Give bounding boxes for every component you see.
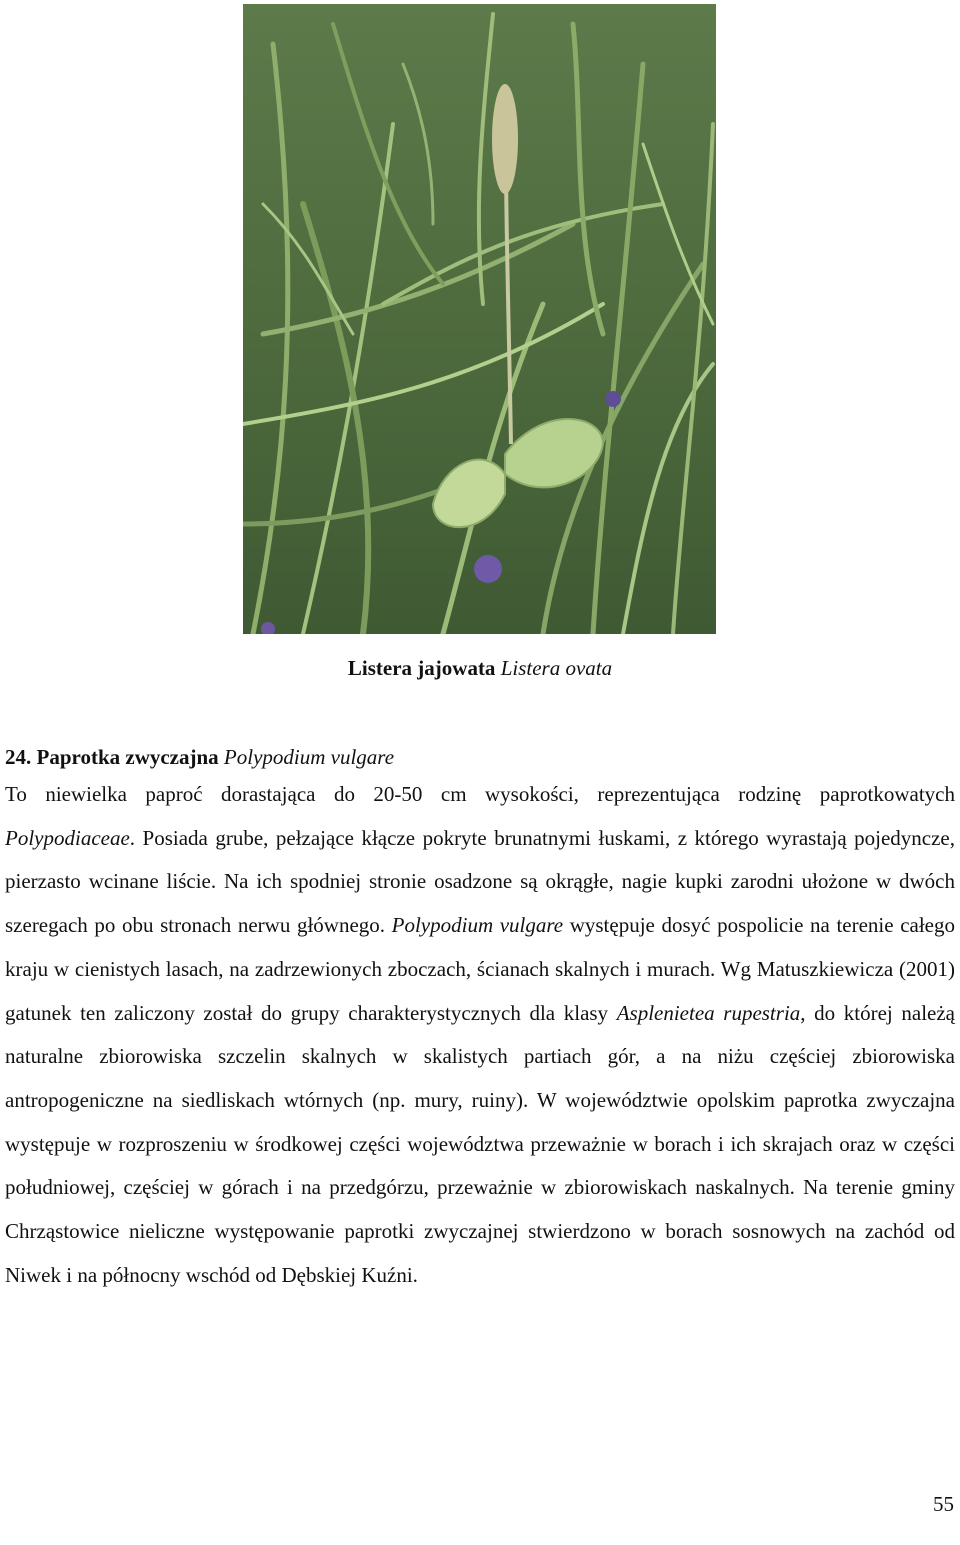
text-run-italic-3: Asplenietea rupestria bbox=[616, 1000, 801, 1025]
figure-caption bbox=[0, 656, 960, 681]
section-heading bbox=[5, 741, 955, 773]
caption-bold: Listera jajowata bbox=[347, 656, 496, 680]
section-body bbox=[5, 741, 955, 1297]
text-run-2: . Posiada grube, pełzające kłącze pokryte brunatnymi łuskami, z którego wyrastają pojedyncze, pierzasto wcinane liście. Na ich spodniej stronie osadzone są okrągłe, nagie kupki zarodni ułożone w dwóch szeregach po obu stronach nerwu głównego. bbox=[5, 825, 955, 938]
text-run-4: , do której należą naturalne zbiorowiska szczelin skalnych w skalistych partiach gór, a na niżu częściej zbiorowiska antropogeniczne na siedliskach wtórnych (np. mury, ruiny). W województwie opolskim paprotka zwyczajna występuje w rozproszeniu w środkowej części województwa przeważnie w borach i ich skrajach oraz w części południowej, częściej w górach i na przedgórzu, przeważnie w zbiorowiskach naskalnych. Na terenie gminy Chrząstowice nieliczne występowanie paprotki zwyczajnej stwierdzono w borach sosnowych na zachód od Niwek i na północny wschód od Dębskiej Kuźni. bbox=[5, 1000, 955, 1287]
text-run-italic-2: Polypodium vulgare bbox=[391, 913, 564, 938]
section-title: 24. Paprotka zwyczajna bbox=[5, 745, 219, 769]
text-run-1: To niewielka paproć dorastająca do 20-50 cm wysokości, reprezentująca rodzinę paprotkowatych bbox=[5, 782, 955, 806]
page-number: 55 bbox=[933, 1492, 954, 1516]
section-latin-name: Polypodium vulgare bbox=[223, 745, 395, 769]
orchid-photo bbox=[243, 4, 716, 634]
text-run-italic-1: Polypodiaceae bbox=[5, 825, 130, 850]
text-run-3: występuje dosyć pospolicie na terenie całego kraju w cienistych lasach, na zadrzewionych zboczach, ścianach skalnych i murach. Wg Matuszkiewicza (2001) gatunek ten zaliczony został do grupy charakterystycznych dla klasy bbox=[5, 913, 955, 1025]
section-paragraph bbox=[5, 773, 955, 1297]
caption-italic: Listera ovata bbox=[500, 656, 613, 680]
